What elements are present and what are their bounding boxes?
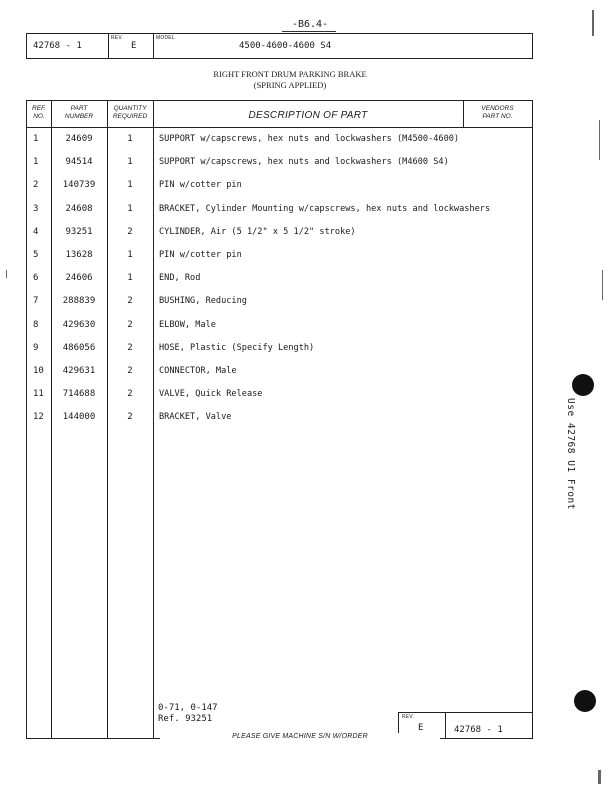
quantity-cell: 1: [127, 180, 133, 191]
ref-cell: 5: [33, 250, 39, 260]
footer-rev-label: REV.: [402, 714, 415, 720]
scan-mark: [598, 770, 601, 784]
part-number-cell: 24606: [65, 273, 93, 284]
description-cell: HOSE, Plastic (Specify Length): [159, 342, 315, 353]
part-number-cell: 486056: [62, 342, 96, 353]
description-cell: SUPPORT w/capscrews, hex nuts and lockwashers (M4500-4600): [159, 134, 460, 144]
part-number-cell: 429630: [62, 319, 96, 330]
header-model-value: 4500-4600-4600 S4: [239, 41, 332, 51]
scan-mark: [599, 120, 600, 160]
ref-cell: 2: [33, 180, 39, 191]
title-line-2: (SPRING APPLIED): [253, 80, 327, 90]
quantity-cell: 2: [127, 296, 133, 307]
ref-cell: 10: [33, 366, 44, 376]
quantity-cell: 1: [127, 250, 133, 260]
header-model-label: MODEL: [156, 35, 175, 41]
page-number-underline: [282, 31, 336, 32]
footer-divider: [445, 713, 446, 738]
col-header-vendor-line2: PART NO.: [482, 113, 513, 120]
part-number-cell: 13628: [65, 250, 93, 260]
quantity-cell: 1: [127, 157, 133, 168]
side-stamp-text: Use 42768 U1 Front: [565, 398, 576, 510]
part-number-cell: 93251: [65, 226, 93, 237]
header-divider: [108, 34, 109, 58]
col-header-vendor-line1: VENDORS: [481, 105, 514, 112]
quantity-cell: 1: [127, 273, 133, 284]
table-row: [27, 343, 532, 366]
order-note: PLEASE GIVE MACHINE S/N W/ORDER: [160, 733, 440, 740]
col-header-part-line1: PART: [70, 105, 88, 112]
ref-cell: 9: [33, 342, 39, 353]
ref-cell: 4: [33, 226, 39, 237]
col-header-part-line2: NUMBER: [64, 113, 94, 120]
part-number-cell: 24609: [65, 134, 93, 144]
table-row: [27, 204, 532, 227]
description-cell: ELBOW, Male: [159, 319, 216, 330]
title-line-1: RIGHT FRONT DRUM PARKING BRAKE: [213, 69, 367, 79]
quantity-cell: 2: [127, 389, 133, 400]
description-cell: BUSHING, Reducing: [159, 296, 247, 307]
table-row: [27, 389, 532, 412]
footer-doc-number: 42768 - 1: [454, 725, 503, 735]
ref-cell: 7: [33, 296, 39, 307]
scan-mark: [602, 270, 603, 300]
col-header-qty-line1: QUANTITY: [113, 105, 147, 112]
quantity-cell: 2: [127, 319, 133, 330]
part-number-cell: 94514: [65, 157, 93, 168]
table-row: [27, 134, 532, 157]
description-cell: CYLINDER, Air (5 1/2" x 5 1/2" stroke): [159, 226, 356, 237]
table-row: [27, 227, 532, 250]
header-box: [26, 33, 533, 59]
scan-mark: [592, 10, 594, 36]
ref-cell: 3: [33, 203, 39, 214]
ref-cell: 1: [33, 157, 39, 168]
header-doc-number: 42768 - 1: [33, 41, 82, 51]
page-title: [150, 69, 430, 91]
description-cell: SUPPORT w/capscrews, hex nuts and lockwashers (M4600 S4): [159, 157, 449, 168]
col-header-ref-line2: NO.: [33, 113, 45, 120]
scan-mark: [6, 270, 7, 278]
col-header-description: DESCRIPTION OF PART: [248, 110, 368, 121]
description-cell: BRACKET, Valve: [159, 412, 232, 423]
quantity-cell: 2: [127, 342, 133, 353]
ref-cell: 1: [33, 134, 39, 144]
quantity-cell: 2: [127, 226, 133, 237]
table-row: [27, 180, 532, 203]
part-number-cell: 288839: [62, 296, 96, 307]
footer-rev-value: E: [418, 723, 424, 733]
parts-table: [26, 100, 533, 739]
description-cell: VALVE, Quick Release: [159, 389, 263, 400]
table-row: [27, 296, 532, 319]
footnote-line-1: 0-71, 0-147: [158, 703, 218, 713]
punch-hole-icon: [572, 374, 594, 396]
part-number-cell: 714688: [62, 389, 96, 400]
header-rev-value: E: [131, 41, 137, 51]
col-header-qty-line2: REQUIRED: [112, 113, 148, 120]
description-cell: PIN w/cotter pin: [159, 250, 242, 260]
ref-cell: 12: [33, 412, 44, 423]
header-divider: [153, 34, 154, 58]
table-row: [27, 320, 532, 343]
footnote-line-2: Ref. 93251: [158, 714, 213, 724]
table-row: [27, 412, 532, 435]
part-number-cell: 24608: [65, 203, 93, 214]
col-header-ref: [27, 105, 51, 121]
quantity-cell: 2: [127, 412, 133, 423]
quantity-cell: 2: [127, 366, 133, 376]
ref-cell: 8: [33, 319, 39, 330]
quantity-cell: 1: [127, 203, 133, 214]
description-cell: END, Rod: [159, 273, 201, 284]
part-number-cell: 429631: [62, 366, 96, 376]
col-header-ref-line1: REF.: [32, 105, 46, 112]
description-cell: BRACKET, Cylinder Mounting w/capscrews, hex nuts and lockwashers: [159, 203, 491, 214]
part-number-cell: 140739: [62, 180, 96, 191]
table-row: [27, 250, 532, 273]
table-row: [27, 157, 532, 180]
table-row: [27, 366, 532, 389]
header-rule: [27, 127, 532, 128]
description-cell: CONNECTOR, Male: [159, 366, 237, 376]
col-header-vendor: [463, 105, 532, 121]
punch-hole-icon: [574, 690, 596, 712]
table-row: [27, 273, 532, 296]
page-number: -B6.4-: [291, 19, 329, 30]
ref-cell: 6: [33, 273, 39, 284]
footnote: [158, 703, 218, 725]
description-cell: PIN w/cotter pin: [159, 180, 242, 191]
col-header-qty: [107, 105, 153, 121]
header-rev-label: REV.: [111, 35, 124, 41]
ref-cell: 11: [33, 389, 44, 400]
part-number-cell: 144000: [62, 412, 96, 423]
quantity-cell: 1: [127, 134, 133, 144]
col-header-part: [51, 105, 107, 121]
